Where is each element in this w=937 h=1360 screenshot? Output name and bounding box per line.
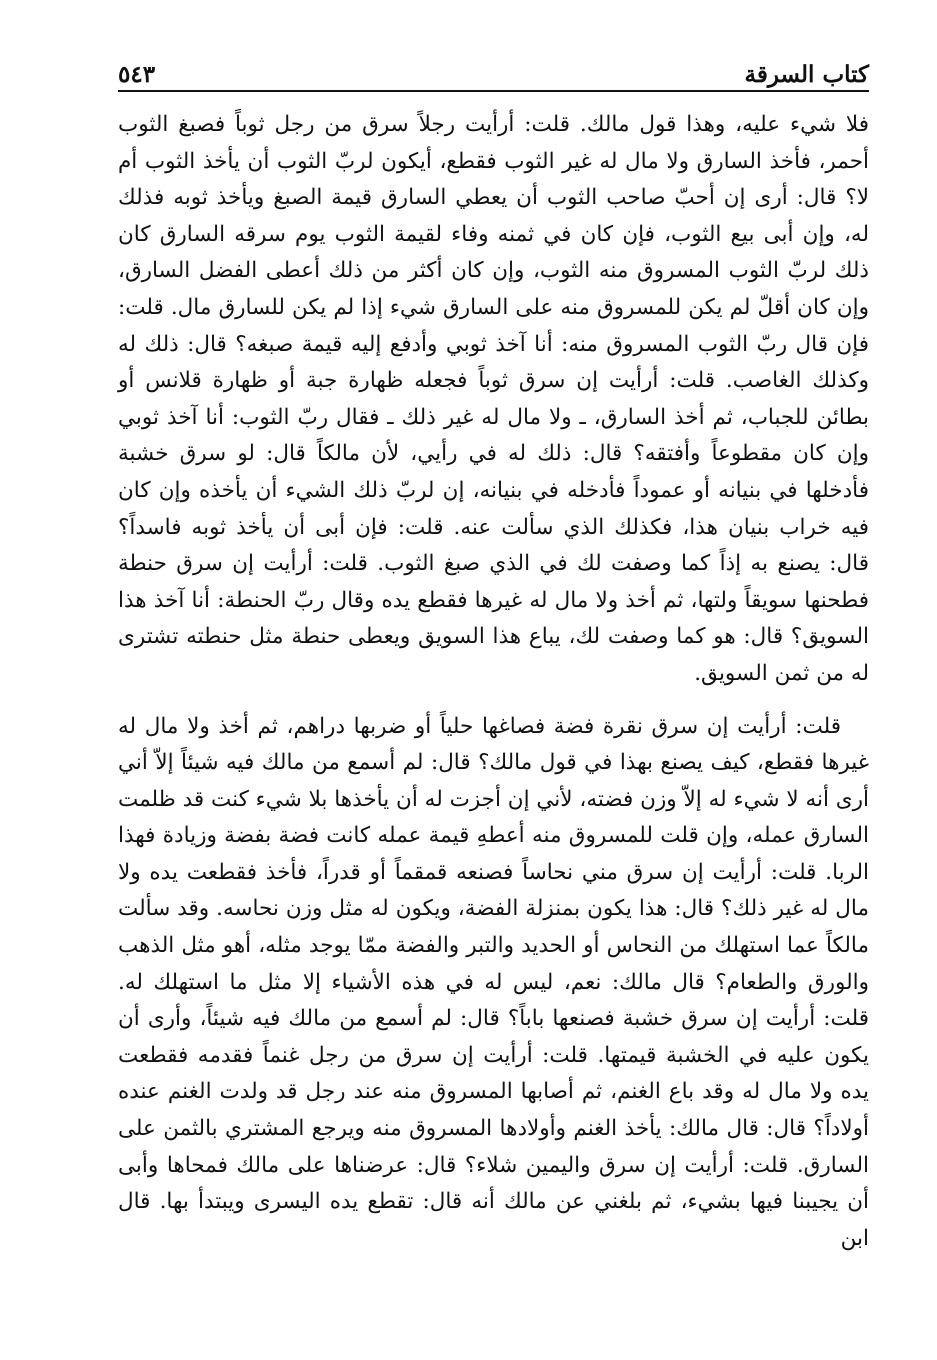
paragraph-2: قلت: أرأيت إن سرق نقرة فضة فصاغها حلياً أو ضربها دراهم، ثم أخذ ولا مال له غيرها فقطع، كيف يصنع بهذا في قول مالك؟ قال: لم أسمع من مالك فيه شيئاً إلاّ أني أرى أنه لا شيء له إلاّ وزن فضته، لأني إن أجزت له أن يأخذها بلا شيء كنت قد ظلمت السارق عمله، وإن قلت للمسروق منه أعطهِ قيمة عمله كانت فضة بفضة وزيادة فهذا الربا. قلت: أرأيت إن سرق مني نحاساً فصنعه قمقماً أو قدراً، فأخذ فقطعت يده ولا مال له غير ذلك؟ قال: هذا يكون بمنزلة الفضة، ويكون له مثل وزن نحاسه. وقد سألت مالكاً عما استهلك من النحاس أو الحديد والتبر والفضة ممّا يوجد مثله، أهو مثل الذهب والورق والطعام؟ قال مالك: نعم، ليس له في هذه الأشياء إلا مثل ما استهلك له. قلت: أرأيت إن سرق خشبة فصنعها باباً؟ قال: لم أسمع من مالك فيه شيئاً، وأرى أن يكون عليه في الخشبة قيمتها. قلت: أرأيت إن سرق من رجل غنماً فقدمه فقطعت يده ولا مال له وقد باع الغنم، ثم أصابها المسروق منه عند رجل قد ولدت الغنم عنده أولاداً؟ قال: قال مالك: يأخذ الغنم وأولادها المسروق منه ويرجع المشتري بالثمن على السارق. قلت: أرأيت إن سرق واليمين شلاء؟ قال: عرضناها على مالك فمحاها وأبى أن يجيبنا فيها بشيء، ثم بلغني عن مالك أنه قال: تقطع يده اليسرى ويبتدأ بها. قال ابن: [118, 713, 869, 1251]
page-header: [118, 48, 869, 88]
header-divider: [118, 90, 869, 92]
page-number: ٥٤٣: [118, 61, 156, 88]
paragraph-1: فلا شيء عليه، وهذا قول مالك. قلت: أرأيت رجلاً سرق من رجل ثوباً فصبغ الثوب أحمر، فأخذ السارق ولا مال له غير الثوب فقطع، أيكون لربّ الثوب أن يأخذ الثوب أم لا؟ قال: أرى إن أحبّ صاحب الثوب أن يعطي السارق قيمة الصبغ ويأخذ ثوبه فذلك له، وإن أبى بيع الثوب، فإن كان في ثمنه وفاء لقيمة الثوب يوم سرقه السارق كان ذلك لربّ الثوب المسروق منه الثوب، وإن كان أكثر من ذلك أعطى الفضل السارق، وإن كان أقلّ لم يكن للمسروق منه على السارق شيء إذا لم يكن للسارق مال. قلت: فإن قال ربّ الثوب المسروق منه: أنا آخذ ثوبي وأدفع إليه قيمة صبغه؟ قال: ذلك له وكذلك الغاصب. قلت: أرأيت إن سرق ثوباً فجعله ظهارة جبة أو ظهارة قلانس أو بطائن للجباب، ثم أخذ السارق، ـ ولا مال له غير ذلك ـ فقال ربّ الثوب: أنا آخذ ثوبي وإن كان مقطوعاً وأفتقه؟ قال: ذلك له في رأيي، لأن مالكاً قال: لو سرق خشبة فأدخلها في بنيانه أو عموداً فأدخله في بنيانه، إن لربّ ذلك الشيء أن يأخذه وإن كان فيه خراب بنيان هذا، فكذلك الذي سألت عنه. قلت: فإن أبى أن يأخذ ثوبه فاسداً؟ قال: يصنع به إذاً كما وصفت لك في الذي صبغ الثوب. قلت: أرأيت إن سرق حنطة فطحنها سويقاً ولتها، ثم أخذ ولا مال له غيرها فقطع يده وقال ربّ الحنطة: أنا آخذ هذا السويق؟ قال: هو كما وصفت لك، يباع هذا السويق ويعطى حنطة مثل حنطته تشترى له من ثمن السويق.: [118, 112, 869, 686]
body-text: [118, 107, 869, 1257]
chapter-title: كتاب السرقة: [744, 61, 869, 88]
